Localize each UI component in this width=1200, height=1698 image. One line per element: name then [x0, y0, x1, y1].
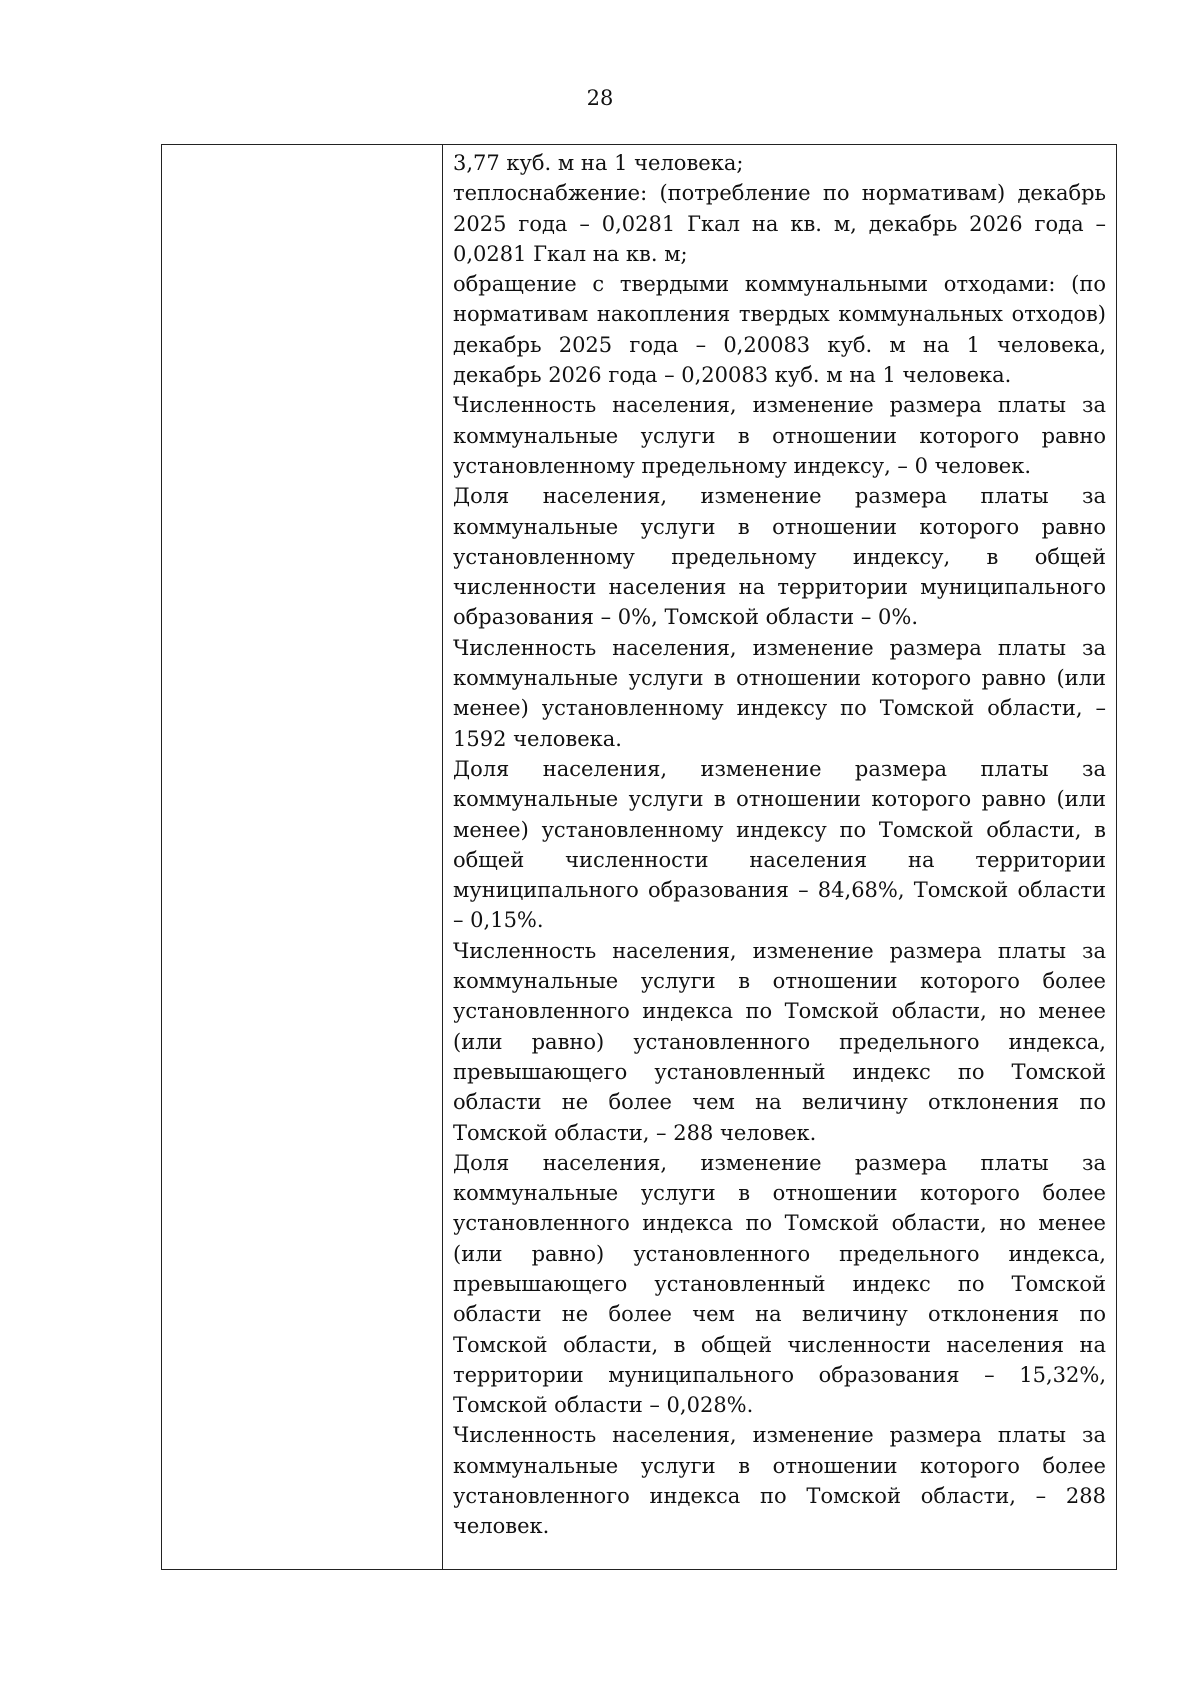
table-left-cell: [162, 145, 443, 1569]
paragraph-population-within-deviation: Численность населения, изменение размера платы за коммунальные услуги в отношении которого более установленного индекса по Томской области, но менее (или равно) установленного предельного индекса, превышающего установленный индекс по Томской области не более чем на величину отклонения по Томской области, – 288 человек.: [453, 938, 1106, 1145]
paragraph-heating: теплоснабжение: (потребление по нормативам) декабрь 2025 года – 0,0281 Гкал на кв. м, декабрь 2026 года – 0,0281 Гкал на кв. м;: [453, 181, 1106, 266]
paragraph-water-norm: 3,77 куб. м на 1 человека;: [453, 151, 744, 175]
page-number: 28: [586, 86, 614, 110]
paragraph-population-equal-limit: Численность населения, изменение размера платы за коммунальные услуги в отношении которого равно установленному предельному индексу, – 0 человек.: [453, 393, 1106, 478]
paragraph-share-within-deviation: Доля населения, изменение размера платы за коммунальные услуги в отношении которого более установленного индекса по Томской области, но менее (или равно) установленного предельного индекса, превышающего установленный индекс по Томской области не более чем на величину отклонения по Томской области, в общей численности населения на территории муниципального образования – 15,32%, Томской области – 0,028%.: [453, 1150, 1106, 1418]
paragraph-waste: обращение с твердыми коммунальными отходами: (по нормативам накопления твердых коммунальных отходов) декабрь 2025 года – 0,20083 куб. м на 1 человека, декабрь 2026 года – 0,20083 куб. м на 1 человека.: [453, 272, 1106, 388]
table-right-cell: [443, 145, 1116, 1569]
paragraph-population-below-index: Численность населения, изменение размера платы за коммунальные услуги в отношении которого равно (или менее) установленному индексу по Томской области, – 1592 человека.: [453, 635, 1106, 751]
paragraph-population-above-index: Численность населения, изменение размера платы за коммунальные услуги в отношении которого более установленного индекса по Томской области, – 288 человек.: [453, 1423, 1106, 1539]
document-table: [161, 144, 1117, 1570]
paragraph-share-below-index: Доля населения, изменение размера платы за коммунальные услуги в отношении которого равно (или менее) установленному индексу по Томской области, в общей численности населения на территории муниципального образования – 84,68%, Томской области – 0,15%.: [453, 756, 1106, 933]
paragraph-share-equal-limit: Доля населения, изменение размера платы за коммунальные услуги в отношении которого равно установленному предельному индексу, в общей численности населения на территории муниципального образования – 0%, Томской области – 0%.: [453, 484, 1106, 630]
